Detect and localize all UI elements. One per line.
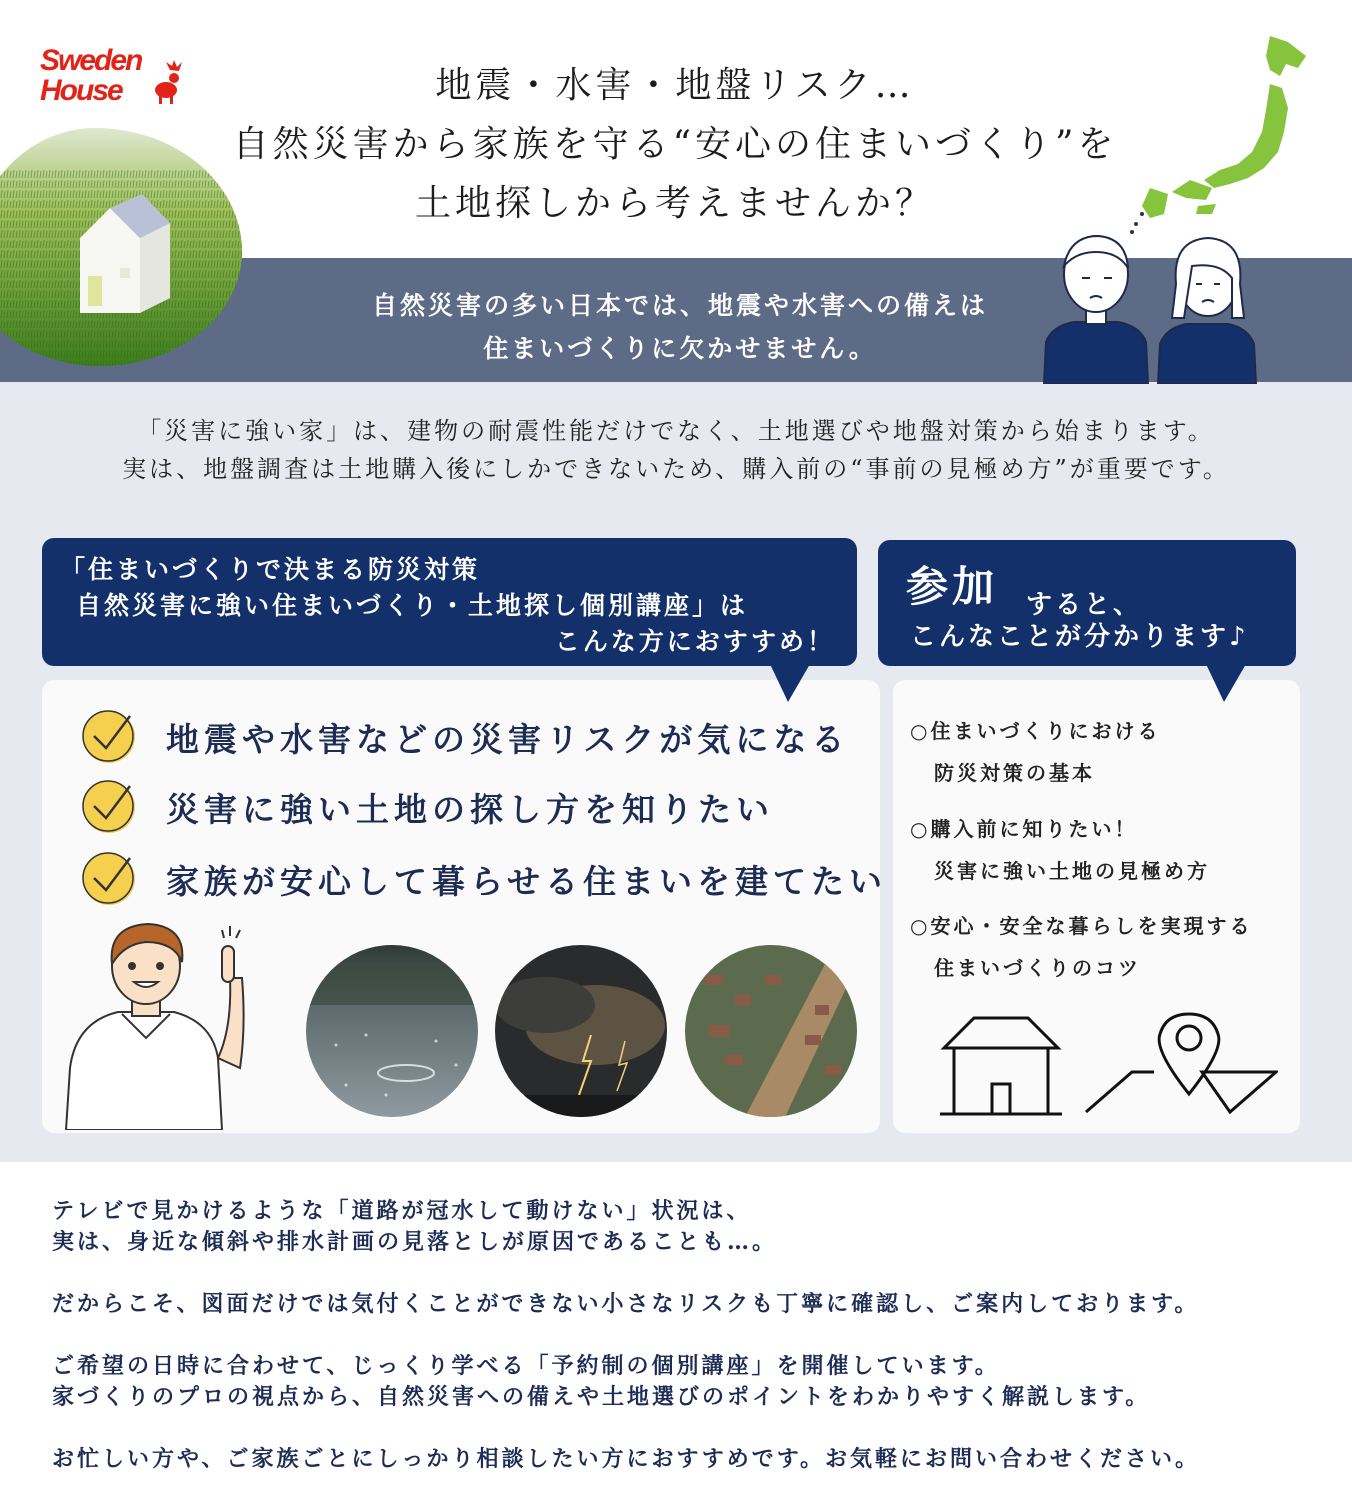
bottom-p3-line1: ご希望の日時に合わせて、じっくり学べる「予約制の個別講座」を開催しています。 [52,1353,1000,1379]
check-icon [80,776,138,834]
band-line2: 住まいづくりに欠かせません。 [483,334,877,363]
recommend-line3: こんな方におすすめ！ [554,627,835,656]
headline-line2: 自然災害から家族を守る“安心の住まいづくり”を [232,124,1118,165]
bottom-p1-line1: テレビで見かけるような「道路が冠水して動けない」状況は、 [52,1198,752,1224]
learn-header-box [878,540,1296,666]
checklist-item [80,706,870,766]
intro-text [0,412,1352,488]
thunderstorm-photo [495,945,667,1117]
merit-item [910,808,1210,892]
bottom-body-text [52,1196,1312,1502]
headline-line1: 地震・水害・地盤リスク… [435,65,915,106]
flood-aerial-photo [685,945,857,1117]
intro-line2: 実は、地盤調査は土地購入後にしかできないため、購入前の“事前の見極め方”が重要です。 [122,455,1230,483]
speech-tail [1206,664,1256,704]
learn-small-word: すると、 [1026,590,1143,620]
bottom-paragraph [52,1351,1312,1413]
check-icon [80,706,138,764]
checklist-label: 家族が安心して暮らせる住まいを建てたい [166,862,888,901]
bottom-paragraph: お忙しい方や、ご家族ごとにしっかり相談したい方におすすめです。お気軽にお問い合わせください。 [52,1446,1201,1472]
japan-map [1120,28,1320,238]
learn-big-word: 参加 [906,562,999,611]
headline-line3: 土地探しから考えませんか？ [414,183,935,224]
merit-line1: ○住まいづくりにおける [910,719,1161,743]
intro-line1: 「災害に強い家」は、建物の耐震性能だけでなく、土地選びや地盤対策から始まります。 [137,417,1215,445]
moose-icon [155,60,182,104]
speech-tail [770,664,820,704]
merit-line2: 防災対策の基本 [934,761,1095,785]
map-pin-icon [1082,1010,1278,1120]
bottom-p3-line2: 家づくりのプロの視点から、自然災害への備えや土地選びのポイントをわかりやすく解説します。 [52,1384,1151,1410]
bottom-p1-line2: 実は、身近な傾斜や排水計画の見落としが原因であることも…。 [52,1229,778,1255]
merit-item [910,710,1160,794]
recommend-header-box [42,538,857,666]
checklist-label: 災害に強い土地の探し方を知りたい [166,790,774,829]
learn-line2: こんなことが分かります♪ [910,622,1249,652]
checklist-label: 地震や水害などの災害リスクが気になる [166,720,850,759]
band-message [300,284,1060,370]
man-pointing-illustration [62,918,272,1130]
logo-text-line2: House [40,74,122,106]
check-icon [80,848,138,906]
logo-text-line1: Sweden [40,44,142,77]
recommend-line1: 「住まいづくりで決まる防災対策 [60,555,481,584]
bottom-paragraph [52,1196,1312,1258]
page-headline [200,56,1150,233]
recommend-line2: 自然災害に強い住まいづくり・土地探し個別講座」は [76,591,749,620]
checklist-item [80,848,888,908]
bottom-paragraph: だからこそ、図面だけでは気付くことができない小さなリスクも丁寧に確認し、ご案内しております。 [52,1291,1200,1317]
merit-line1: ○購入前に知りたい！ [910,817,1138,841]
merit-line2: 災害に強い土地の見極め方 [934,859,1210,883]
merit-item [910,905,1252,989]
swedenhouse-logo[interactable] [38,40,188,106]
band-line1: 自然災害の多い日本では、地震や水害への備えは [371,291,988,320]
checklist-item [80,776,870,836]
merit-line2: 住まいづくりのコツ [934,956,1141,980]
heavy-rain-photo [306,945,478,1117]
house-icon [940,1014,1062,1118]
merit-line1: ○安心・安全な暮らしを実現する [910,914,1253,938]
couple-illustration [1032,222,1277,384]
